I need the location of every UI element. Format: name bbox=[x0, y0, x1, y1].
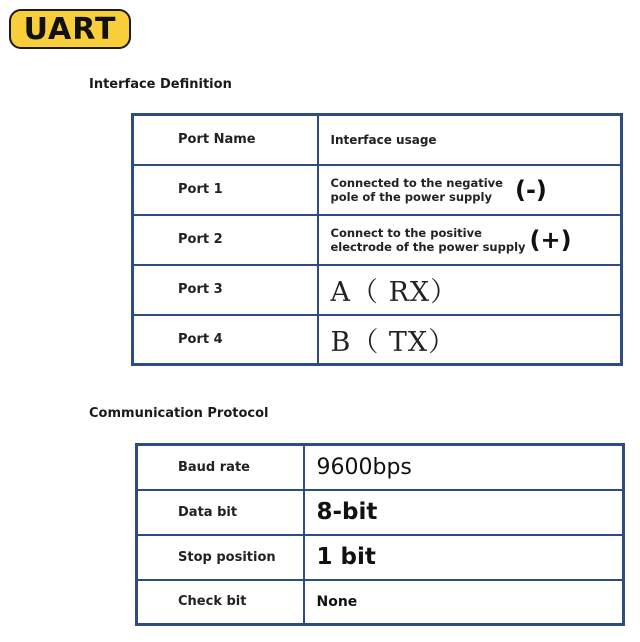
interface-definition-table bbox=[131, 113, 623, 366]
protocol-value-cell: 8-bit bbox=[304, 490, 624, 535]
header-port-name: Port Name bbox=[133, 115, 318, 165]
negative-symbol: (-) bbox=[514, 175, 547, 204]
table-header-row bbox=[133, 115, 622, 165]
protocol-label-cell: Stop position bbox=[137, 535, 304, 580]
communication-protocol-title: Communication Protocol bbox=[89, 406, 269, 421]
positive-symbol: (+) bbox=[529, 225, 572, 254]
usage-line-1: Connect to the positive bbox=[330, 225, 482, 240]
table-row bbox=[137, 445, 624, 490]
port-name-cell: Port 4 bbox=[133, 315, 318, 365]
table-row bbox=[133, 315, 622, 365]
port-name-cell: Port 2 bbox=[133, 215, 318, 265]
protocol-label-cell: Baud rate bbox=[137, 445, 304, 490]
table-row bbox=[133, 265, 622, 315]
uart-badge bbox=[9, 9, 131, 49]
usage-value: B（ TX） bbox=[330, 326, 457, 358]
header-interface-usage: Interface usage bbox=[318, 115, 622, 165]
protocol-label-cell: Check bit bbox=[137, 580, 304, 625]
usage-line-2: electrode of the power supply bbox=[330, 239, 526, 254]
port-name-cell: Port 1 bbox=[133, 165, 318, 215]
protocol-value-cell: 1 bit bbox=[304, 535, 624, 580]
table-row bbox=[137, 580, 624, 625]
uart-badge-label: UART bbox=[23, 11, 117, 47]
protocol-value-cell: 9600bps bbox=[304, 445, 624, 490]
table-row bbox=[133, 215, 622, 265]
usage-line-1: Connected to the negative bbox=[330, 175, 503, 190]
usage-line-2: pole of the power supply bbox=[330, 189, 492, 204]
interface-usage-cell bbox=[318, 315, 622, 365]
interface-usage-cell bbox=[318, 265, 622, 315]
communication-protocol-table bbox=[135, 443, 625, 626]
interface-usage-cell bbox=[318, 215, 622, 265]
table-row bbox=[137, 535, 624, 580]
table-row bbox=[133, 165, 622, 215]
interface-definition-title: Interface Definition bbox=[89, 77, 232, 92]
table-row bbox=[137, 490, 624, 535]
port-name-cell: Port 3 bbox=[133, 265, 318, 315]
usage-value: A（ RX） bbox=[330, 277, 459, 308]
interface-usage-cell bbox=[318, 165, 622, 215]
protocol-value-cell: None bbox=[304, 580, 624, 625]
protocol-label-cell: Data bit bbox=[137, 490, 304, 535]
